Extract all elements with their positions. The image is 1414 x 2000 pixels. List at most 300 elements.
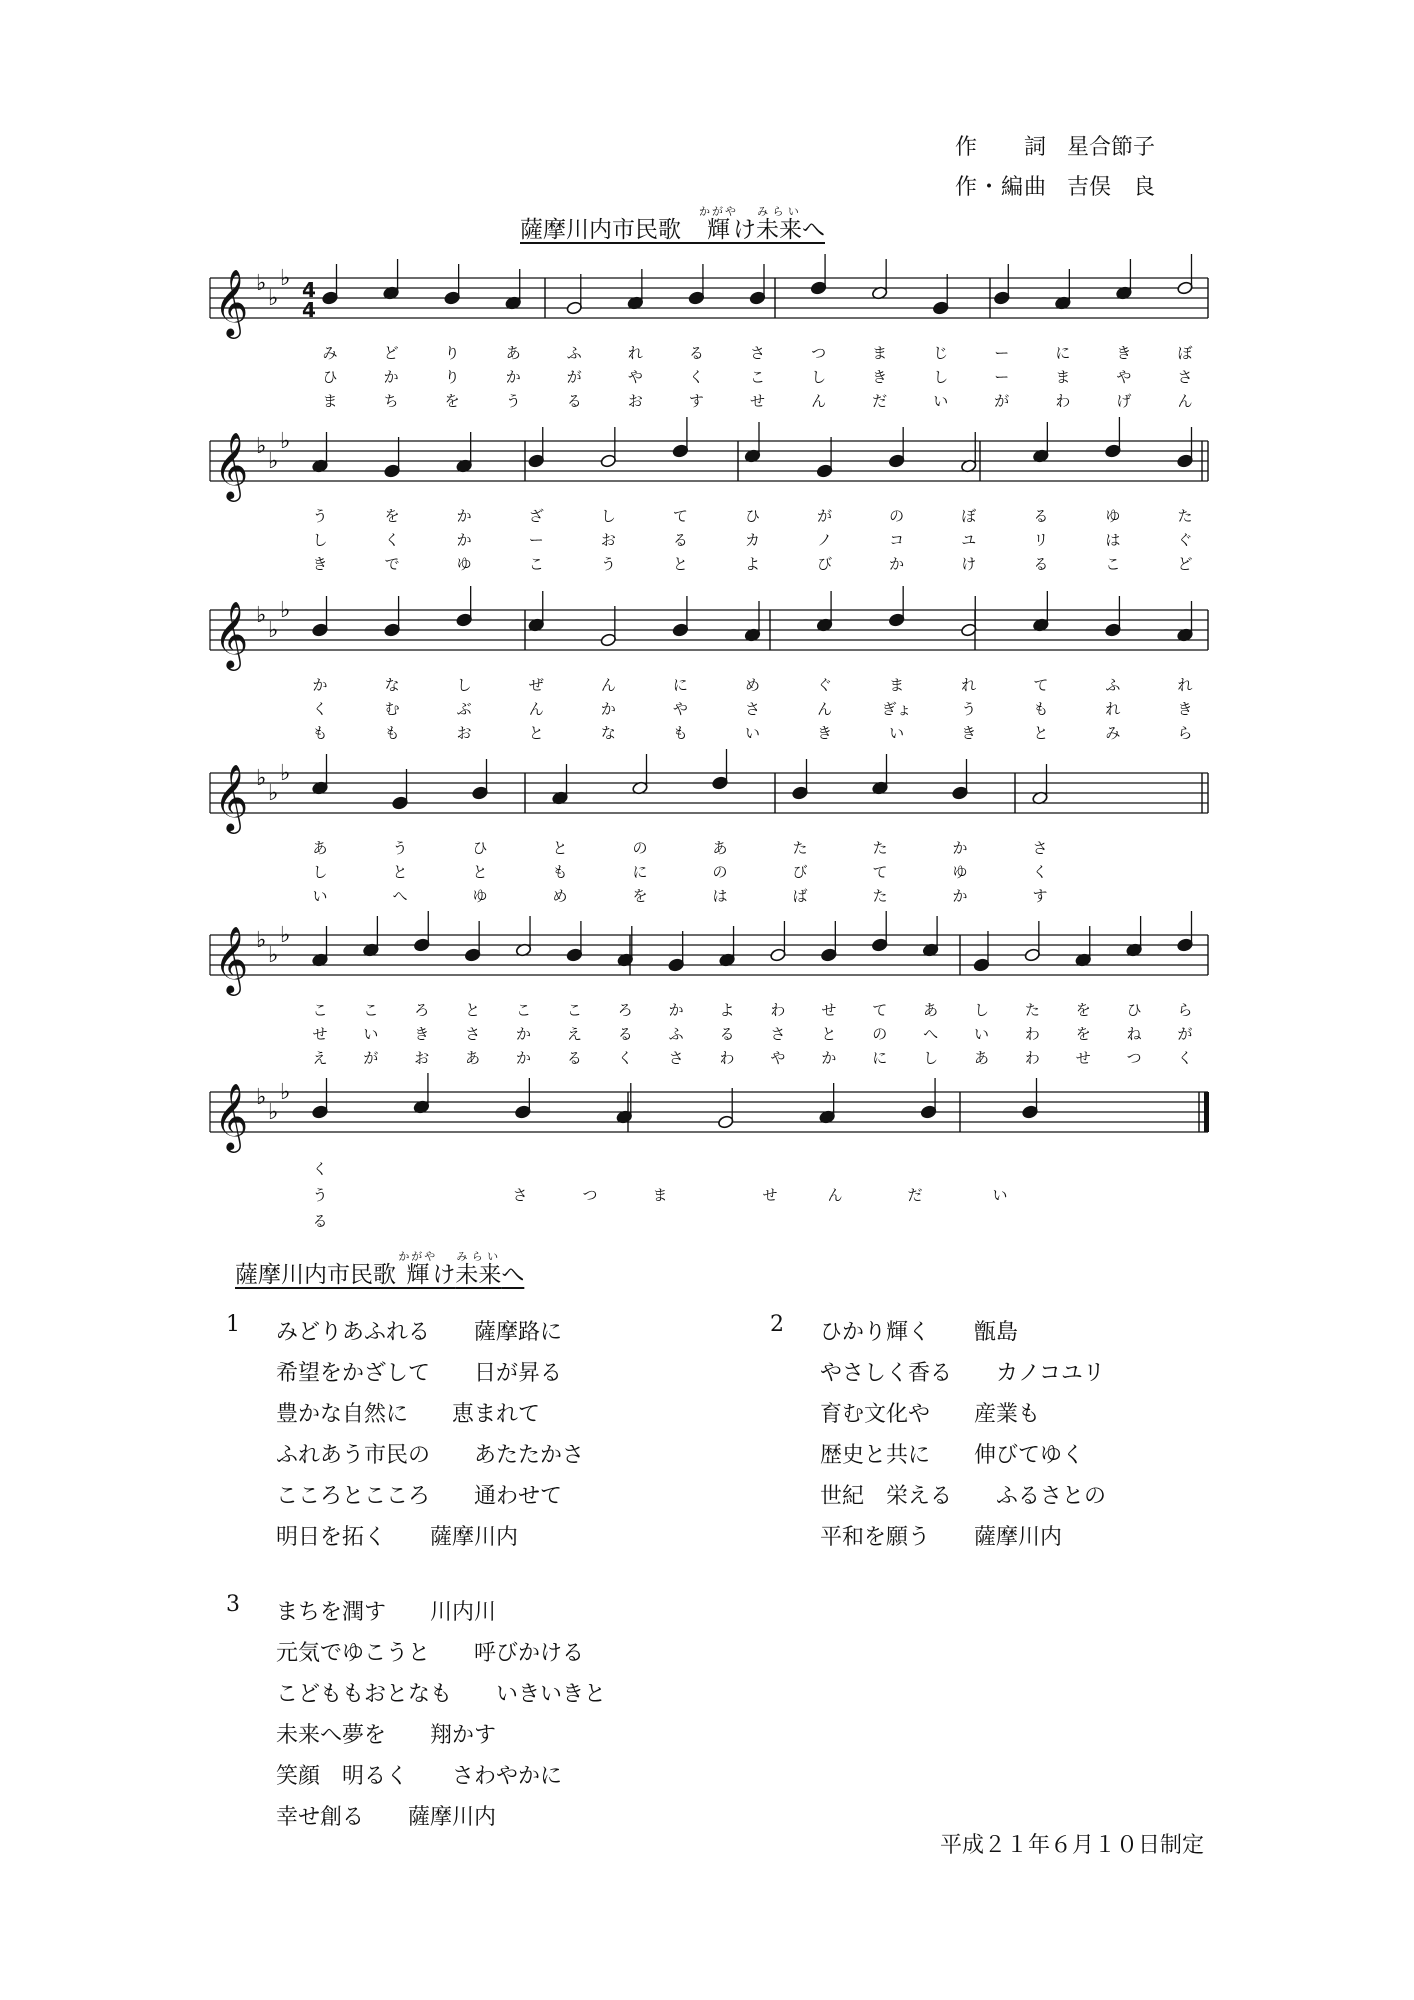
lyric-syllable: し bbox=[312, 863, 328, 881]
note-head bbox=[672, 623, 689, 637]
lyric-syllable: き bbox=[1177, 700, 1193, 718]
note-head bbox=[1177, 454, 1194, 468]
lyric-syllable: す bbox=[1032, 887, 1048, 905]
lyric-syllable: た bbox=[872, 839, 888, 857]
flat-sign-icon: ♭ bbox=[280, 761, 291, 786]
lyric-syllable: さ bbox=[668, 1049, 684, 1067]
lyric-syllable: に bbox=[872, 1049, 888, 1067]
lyric-syllable: ん bbox=[827, 1186, 843, 1204]
lyric-syllable: ぼ bbox=[1177, 344, 1193, 362]
lyric-syllable: わ bbox=[1024, 1025, 1040, 1043]
note-head bbox=[688, 291, 705, 305]
lyric-syllable: と bbox=[552, 839, 568, 857]
lyric-syllable: さ bbox=[770, 1025, 786, 1043]
lyric-syllable: あ bbox=[923, 1001, 939, 1019]
flat-sign-icon: ♭ bbox=[268, 286, 279, 311]
lyric-syllable: に bbox=[672, 676, 688, 694]
note-head bbox=[973, 958, 990, 972]
lyric-syllable: も bbox=[672, 724, 688, 742]
lyric-syllable: せ bbox=[1075, 1049, 1091, 1067]
treble-clef-icon: 𝄞 bbox=[214, 268, 249, 336]
lyric-syllable: わ bbox=[770, 1001, 786, 1019]
lyric-syllable: む bbox=[384, 700, 400, 718]
lyric-syllable: ら bbox=[1177, 1001, 1193, 1019]
note-head bbox=[515, 1105, 532, 1119]
verse-2 bbox=[770, 1312, 1106, 1558]
lyric-syllable: い bbox=[973, 1025, 989, 1043]
lyric-syllable: か bbox=[600, 700, 616, 718]
verse-line: 笑顔 明るく さわやかに bbox=[276, 1764, 563, 1789]
verse-line: まちを潤す 川内川 bbox=[276, 1600, 497, 1625]
verse-line: ふれあう市民の あたたかさ bbox=[276, 1443, 585, 1468]
title-prefix: 薩摩川内市民歌 bbox=[520, 217, 704, 243]
note-head bbox=[952, 786, 969, 800]
lyric-syllable: る bbox=[566, 1049, 582, 1067]
note-head bbox=[1105, 623, 1122, 637]
lyric-syllable: と bbox=[672, 555, 688, 573]
lyric-syllable: た bbox=[1024, 1001, 1040, 1019]
lyric-syllable: ひ bbox=[472, 839, 488, 857]
lyric-syllable: き bbox=[414, 1025, 430, 1043]
lyric-syllable: を bbox=[384, 507, 400, 525]
lyric-syllable: か bbox=[383, 368, 399, 386]
staff-system bbox=[210, 586, 1208, 742]
lyric-syllable: あ bbox=[712, 839, 728, 857]
staff-system bbox=[210, 254, 1208, 410]
lyric-syllable: し bbox=[600, 507, 616, 525]
lyric-syllable: ゆ bbox=[952, 863, 968, 881]
lyric-syllable: ノ bbox=[817, 531, 833, 549]
lyric-syllable: ー bbox=[528, 531, 544, 549]
lyric-syllable: カ bbox=[744, 531, 761, 549]
lyric-syllable: が bbox=[994, 392, 1010, 410]
lyric-syllable: れ bbox=[1177, 676, 1193, 694]
verse-line: 希望をかざして 日が昇る bbox=[276, 1361, 563, 1386]
lyric-syllable: も bbox=[552, 863, 568, 881]
lyric-syllable: ろ bbox=[414, 1001, 430, 1019]
note-head bbox=[312, 1105, 329, 1119]
lyric-syllable: ち bbox=[383, 392, 399, 410]
time-signature-top: 4 bbox=[302, 278, 316, 302]
lyric-syllable: が bbox=[363, 1049, 379, 1067]
lyric-syllable: ゆ bbox=[472, 887, 488, 905]
lyric-syllable: た bbox=[872, 887, 888, 905]
verse-line: こどももおとなも いきいきと bbox=[276, 1682, 607, 1707]
lyric-syllable: さ bbox=[1032, 839, 1048, 857]
lyric-syllable: コ bbox=[889, 531, 905, 549]
lyric-syllable: ば bbox=[792, 887, 808, 905]
lyric-syllable: ね bbox=[1126, 1025, 1142, 1043]
verse-line: ひかり輝く 甑島 bbox=[820, 1320, 1019, 1345]
lyric-syllable: げ bbox=[1116, 392, 1132, 410]
staff-system bbox=[210, 749, 1208, 905]
verse-line: 世紀 栄える ふるさとの bbox=[820, 1484, 1107, 1509]
lyric-syllable: と bbox=[528, 724, 544, 742]
lyric-syllable: こ bbox=[516, 1001, 532, 1019]
lyric-syllable: か bbox=[516, 1049, 532, 1067]
note-head bbox=[792, 786, 809, 800]
note-head bbox=[528, 454, 545, 468]
lyric-syllable: か bbox=[516, 1025, 532, 1043]
credit-role: 作・編曲 bbox=[955, 175, 1048, 200]
treble-clef-icon: 𝄞 bbox=[214, 763, 249, 831]
lyric-syllable: ー bbox=[994, 344, 1010, 362]
lyric-syllable: ひ bbox=[744, 507, 761, 525]
lyric-syllable: せ bbox=[312, 1025, 328, 1043]
note-head bbox=[392, 796, 409, 810]
lyric-syllable: ん bbox=[1177, 392, 1193, 410]
verse-line: 幸せ創る 薩摩川内 bbox=[276, 1805, 497, 1830]
lyric-syllable: れ bbox=[961, 676, 977, 694]
lyric-syllable: ん bbox=[528, 700, 544, 718]
final-barline-thick bbox=[1204, 1092, 1209, 1132]
flat-sign-icon: ♭ bbox=[256, 1085, 267, 1110]
lyric-syllable: だ bbox=[872, 392, 888, 410]
note-head bbox=[384, 623, 401, 637]
lyric-syllable: み bbox=[1105, 724, 1121, 742]
lyric-syllable: お bbox=[456, 724, 472, 742]
note-head bbox=[816, 464, 833, 478]
lyric-syllable: か bbox=[952, 839, 968, 857]
lyric-syllable: や bbox=[1116, 368, 1132, 386]
lyric-syllable: ぐ bbox=[1177, 531, 1193, 549]
lyric-syllable: う bbox=[392, 839, 408, 857]
lyric-syllable: な bbox=[384, 676, 400, 694]
lyric-syllable: り bbox=[444, 368, 460, 386]
lyric-syllable: ぎょ bbox=[881, 700, 912, 718]
lyric-syllable: を bbox=[1075, 1001, 1091, 1019]
lyric-syllable: は bbox=[1105, 531, 1121, 549]
treble-clef-icon: 𝄞 bbox=[214, 1082, 249, 1150]
lyric-syllable: じ bbox=[933, 344, 949, 362]
note-head bbox=[888, 454, 905, 468]
lyric-syllable: ま bbox=[1055, 368, 1071, 386]
lyric-syllable: だ bbox=[907, 1186, 923, 1204]
verse-line: 未来へ夢を 翔かす bbox=[276, 1723, 497, 1748]
lyric-syllable: ま bbox=[652, 1186, 668, 1204]
title-ruby-mirai: 未来みらい bbox=[756, 205, 802, 243]
lyric-syllable: い bbox=[933, 392, 949, 410]
lyric-syllable: ひ bbox=[1126, 1001, 1142, 1019]
note-head bbox=[413, 938, 430, 952]
lyric-syllable: と bbox=[465, 1001, 481, 1019]
lyric-syllable: み bbox=[322, 344, 338, 362]
lyric-syllable: こ bbox=[566, 1001, 582, 1019]
lyric-syllable: か bbox=[668, 1001, 684, 1019]
lyric-syllable: も bbox=[384, 724, 400, 742]
note-head bbox=[384, 464, 401, 478]
note-head bbox=[668, 958, 685, 972]
lyric-syllable: か bbox=[456, 507, 472, 525]
verse-line: 平和を願う 薩摩川内 bbox=[820, 1525, 1063, 1550]
staff-system bbox=[210, 1073, 1209, 1230]
lyric-syllable: つ bbox=[1126, 1049, 1142, 1067]
verse-number: 1 bbox=[226, 1312, 240, 1337]
lyric-syllable: ひ bbox=[322, 368, 338, 386]
lyric-syllable: う bbox=[600, 555, 616, 573]
lyric-syllable: ゆ bbox=[456, 555, 472, 573]
lyric-syllable: こ bbox=[312, 1001, 328, 1019]
lyric-syllable: の bbox=[872, 1025, 888, 1043]
lyric-syllable: え bbox=[312, 1049, 328, 1067]
lyric-syllable: こ bbox=[528, 555, 544, 573]
lyric-syllable: ん bbox=[811, 392, 827, 410]
lyric-syllable: き bbox=[312, 555, 328, 573]
flat-sign-icon: ♭ bbox=[280, 1080, 291, 1105]
note-head bbox=[993, 291, 1010, 305]
lyric-syllable: ざ bbox=[528, 507, 544, 525]
lyrics-title: 薩摩川内市民歌 輝かがやけ未来みらいへ bbox=[235, 1250, 525, 1288]
note-head bbox=[920, 1105, 937, 1119]
lyric-syllable: め bbox=[552, 887, 568, 905]
note-head bbox=[672, 444, 689, 458]
note-head bbox=[472, 786, 489, 800]
lyric-syllable: る bbox=[719, 1025, 735, 1043]
note-head bbox=[322, 291, 339, 305]
lyric-syllable: つ bbox=[582, 1186, 598, 1204]
verse-line: みどりあふれる 薩摩路に bbox=[276, 1320, 563, 1345]
lyric-syllable: い bbox=[312, 887, 328, 905]
lyric-syllable: な bbox=[600, 724, 616, 742]
lyric-syllable: あ bbox=[973, 1049, 989, 1067]
lyric-syllable: く bbox=[1177, 1049, 1193, 1067]
note-head bbox=[1177, 938, 1194, 952]
credit-name: 吉俣 良 bbox=[1067, 175, 1156, 200]
lyric-syllable: う bbox=[312, 507, 328, 525]
note-head bbox=[600, 454, 617, 468]
lyric-syllable: ぶ bbox=[456, 700, 472, 718]
lyric-syllable: わ bbox=[1024, 1049, 1040, 1067]
lyric-syllable: や bbox=[672, 700, 688, 718]
lyric-syllable: こ bbox=[749, 368, 766, 386]
lyric-syllable: お bbox=[600, 531, 616, 549]
verse-line: やさしく香る カノコユリ bbox=[820, 1361, 1105, 1386]
lyric-syllable: せ bbox=[762, 1186, 778, 1204]
lyric-syllable: ま bbox=[889, 676, 905, 694]
lyric-syllable: が bbox=[1177, 1025, 1193, 1043]
title-prefix: 薩摩川内市民歌 bbox=[235, 1262, 404, 1288]
note-head bbox=[600, 633, 617, 647]
lyric-syllable: た bbox=[792, 839, 808, 857]
lyric-syllable: あ bbox=[505, 344, 521, 362]
flat-sign-icon: ♭ bbox=[280, 429, 291, 454]
flat-sign-icon: ♭ bbox=[256, 766, 267, 791]
lyric-syllable: ー bbox=[994, 368, 1010, 386]
lyric-syllable: か bbox=[312, 676, 328, 694]
lyric-syllable: ど bbox=[1177, 555, 1193, 573]
lyric-syllable: に bbox=[632, 863, 648, 881]
note-head bbox=[888, 613, 905, 627]
treble-clef-icon: 𝄞 bbox=[214, 600, 249, 668]
lyric-syllable: か bbox=[456, 531, 472, 549]
flat-sign-icon: ♭ bbox=[268, 1100, 279, 1125]
note-head bbox=[712, 776, 729, 790]
title-ruby-mirai: 未来みらい bbox=[455, 1250, 502, 1288]
treble-clef-icon: 𝄞 bbox=[214, 925, 249, 993]
lyric-syllable: き bbox=[872, 368, 888, 386]
flat-sign-icon: ♭ bbox=[268, 943, 279, 968]
verse-line: 歴史と共に 伸びてゆく bbox=[820, 1443, 1085, 1468]
lyric-syllable: い bbox=[889, 724, 905, 742]
lyric-syllable: ぐ bbox=[817, 676, 833, 694]
staff-system bbox=[210, 911, 1208, 1067]
lyric-syllable: と bbox=[472, 863, 488, 881]
lyric-syllable: ん bbox=[600, 676, 616, 694]
lyric-syllable: か bbox=[889, 555, 905, 573]
lyric-syllable: い bbox=[744, 724, 761, 742]
flat-sign-icon: ♭ bbox=[268, 618, 279, 643]
lyric-syllable: さ bbox=[512, 1186, 528, 1204]
lyric-syllable: ま bbox=[872, 344, 888, 362]
lyric-syllable: し bbox=[811, 368, 827, 386]
lyric-syllable: か bbox=[821, 1049, 837, 1067]
staff-system bbox=[210, 417, 1208, 573]
note-head bbox=[566, 301, 583, 315]
flat-sign-icon: ♭ bbox=[256, 603, 267, 628]
note-head bbox=[871, 938, 888, 952]
lyric-syllable: と bbox=[392, 863, 408, 881]
enactment-date: 平成２１年６月１０日制定 bbox=[939, 1833, 1204, 1858]
lyric-syllable: う bbox=[961, 700, 977, 718]
lyric-syllable: ゆ bbox=[1105, 507, 1121, 525]
lyric-syllable: よ bbox=[719, 1001, 735, 1019]
lyric-syllable: く bbox=[688, 368, 704, 386]
lyric-syllable: り bbox=[444, 344, 460, 362]
lyric-syllable: え bbox=[566, 1025, 582, 1043]
lyric-syllable: く bbox=[312, 700, 328, 718]
lyric-syllable: に bbox=[1055, 344, 1071, 362]
lyric-syllable: よ bbox=[744, 555, 761, 573]
flat-sign-icon: ♭ bbox=[280, 923, 291, 948]
title-ruby-kagaya: 輝かがや bbox=[699, 205, 738, 243]
lyric-syllable: る bbox=[1033, 555, 1049, 573]
lyric-syllable: を bbox=[632, 887, 648, 905]
lyric-syllable: き bbox=[817, 724, 833, 742]
lyric-syllable: も bbox=[312, 724, 328, 742]
lyric-syllable: し bbox=[933, 368, 949, 386]
lyric-syllable: す bbox=[688, 392, 704, 410]
lyric-syllable: し bbox=[923, 1049, 939, 1067]
lyric-syllable: ユ bbox=[961, 531, 977, 549]
score-title: 薩摩川内市民歌 輝かがやけ未来みらいへ bbox=[520, 205, 825, 243]
note-head bbox=[456, 613, 473, 627]
lyric-syllable: て bbox=[872, 1001, 888, 1019]
verse-line: こころとこころ 通わせて bbox=[276, 1484, 563, 1509]
verse-number: 2 bbox=[770, 1312, 784, 1337]
lyric-syllable: あ bbox=[465, 1049, 481, 1067]
verse-line: 元気でゆこうと 呼びかける bbox=[276, 1641, 585, 1666]
lyric-syllable: て bbox=[1033, 676, 1049, 694]
lyric-syllable: が bbox=[817, 507, 833, 525]
credit-name: 星合節子 bbox=[1067, 135, 1156, 160]
flat-sign-icon: ♭ bbox=[256, 271, 267, 296]
lyric-syllable: を bbox=[444, 392, 460, 410]
lyric-syllable: い bbox=[363, 1025, 379, 1043]
lyric-syllable: て bbox=[672, 507, 688, 525]
lyric-syllable: の bbox=[632, 839, 648, 857]
lyric-syllable: め bbox=[744, 676, 761, 694]
lyric-syllable: く bbox=[1032, 863, 1048, 881]
lyric-syllable: れ bbox=[627, 344, 643, 362]
lyric-syllable: へ bbox=[923, 1025, 939, 1043]
lyric-syllable: あ bbox=[312, 839, 328, 857]
lyric-syllable: わ bbox=[1055, 392, 1071, 410]
lyric-syllable: の bbox=[712, 863, 728, 881]
lyric-syllable: と bbox=[1033, 724, 1049, 742]
lyric-syllable: せ bbox=[749, 392, 766, 410]
lyric-syllable: リ bbox=[1033, 531, 1049, 549]
note-head bbox=[1024, 948, 1041, 962]
note-head bbox=[749, 291, 766, 305]
treble-clef-icon: 𝄞 bbox=[214, 431, 249, 499]
lyric-syllable: び bbox=[817, 555, 833, 573]
lyric-syllable: ど bbox=[383, 344, 399, 362]
lyric-syllable: ら bbox=[1177, 724, 1193, 742]
lyric-syllable: お bbox=[627, 392, 643, 410]
lyric-syllable: へ bbox=[392, 887, 408, 905]
lyric-syllable: こ bbox=[363, 1001, 379, 1019]
lyric-syllable: ろ bbox=[617, 1001, 633, 1019]
note-head bbox=[1105, 444, 1122, 458]
flat-sign-icon: ♭ bbox=[256, 928, 267, 953]
lyric-syllable: さ bbox=[744, 700, 761, 718]
lyric-syllable: ふ bbox=[1105, 676, 1121, 694]
lyric-syllable: ん bbox=[817, 700, 833, 718]
lyric-syllable: る bbox=[312, 1212, 328, 1230]
lyric-syllable: れ bbox=[1105, 700, 1121, 718]
lyric-syllable: き bbox=[961, 724, 977, 742]
lyric-syllable: う bbox=[312, 1186, 328, 1204]
note-head bbox=[1177, 281, 1194, 295]
note-head bbox=[821, 948, 838, 962]
lyric-syllable: さ bbox=[1177, 368, 1193, 386]
lyric-syllable: こ bbox=[1105, 555, 1121, 573]
verse-line: 豊かな自然に 恵まれて bbox=[276, 1402, 541, 1427]
verse-line: 育む文化や 産業も bbox=[820, 1402, 1041, 1427]
lyric-syllable: く bbox=[617, 1049, 633, 1067]
lyric-syllable: し bbox=[456, 676, 472, 694]
lyric-syllable: ぜ bbox=[528, 676, 544, 694]
lyric-syllable: か bbox=[952, 887, 968, 905]
lyric-syllable: や bbox=[627, 368, 643, 386]
lyric-syllable: い bbox=[992, 1186, 1008, 1204]
lyric-syllable: わ bbox=[719, 1049, 735, 1067]
lyric-syllable: る bbox=[672, 531, 688, 549]
flat-sign-icon: ♭ bbox=[268, 781, 279, 806]
title-ruby-kagaya: 輝かがや bbox=[398, 1250, 438, 1288]
lyric-syllable: き bbox=[1116, 344, 1132, 362]
lyric-syllable: く bbox=[384, 531, 400, 549]
lyric-syllable: る bbox=[1033, 507, 1049, 525]
note-head bbox=[770, 948, 787, 962]
note-head bbox=[932, 301, 949, 315]
verse-line: 明日を拓く 薩摩川内 bbox=[276, 1525, 519, 1550]
lyric-syllable: の bbox=[889, 507, 905, 525]
flat-sign-icon: ♭ bbox=[268, 449, 279, 474]
lyric-syllable: や bbox=[770, 1049, 786, 1067]
verse-3 bbox=[226, 1592, 606, 1838]
lyric-syllable: け bbox=[961, 555, 977, 573]
lyric-syllable: で bbox=[384, 555, 400, 573]
lyric-syllable: と bbox=[821, 1025, 837, 1043]
lyric-syllable: せ bbox=[821, 1001, 837, 1019]
flat-sign-icon: ♭ bbox=[256, 434, 267, 459]
credit-role: 作 詞 bbox=[955, 135, 1048, 160]
note-head bbox=[444, 291, 461, 305]
verse-number: 3 bbox=[226, 1592, 240, 1617]
lyric-syllable: ふ bbox=[566, 344, 582, 362]
lyric-syllable: を bbox=[1075, 1025, 1091, 1043]
